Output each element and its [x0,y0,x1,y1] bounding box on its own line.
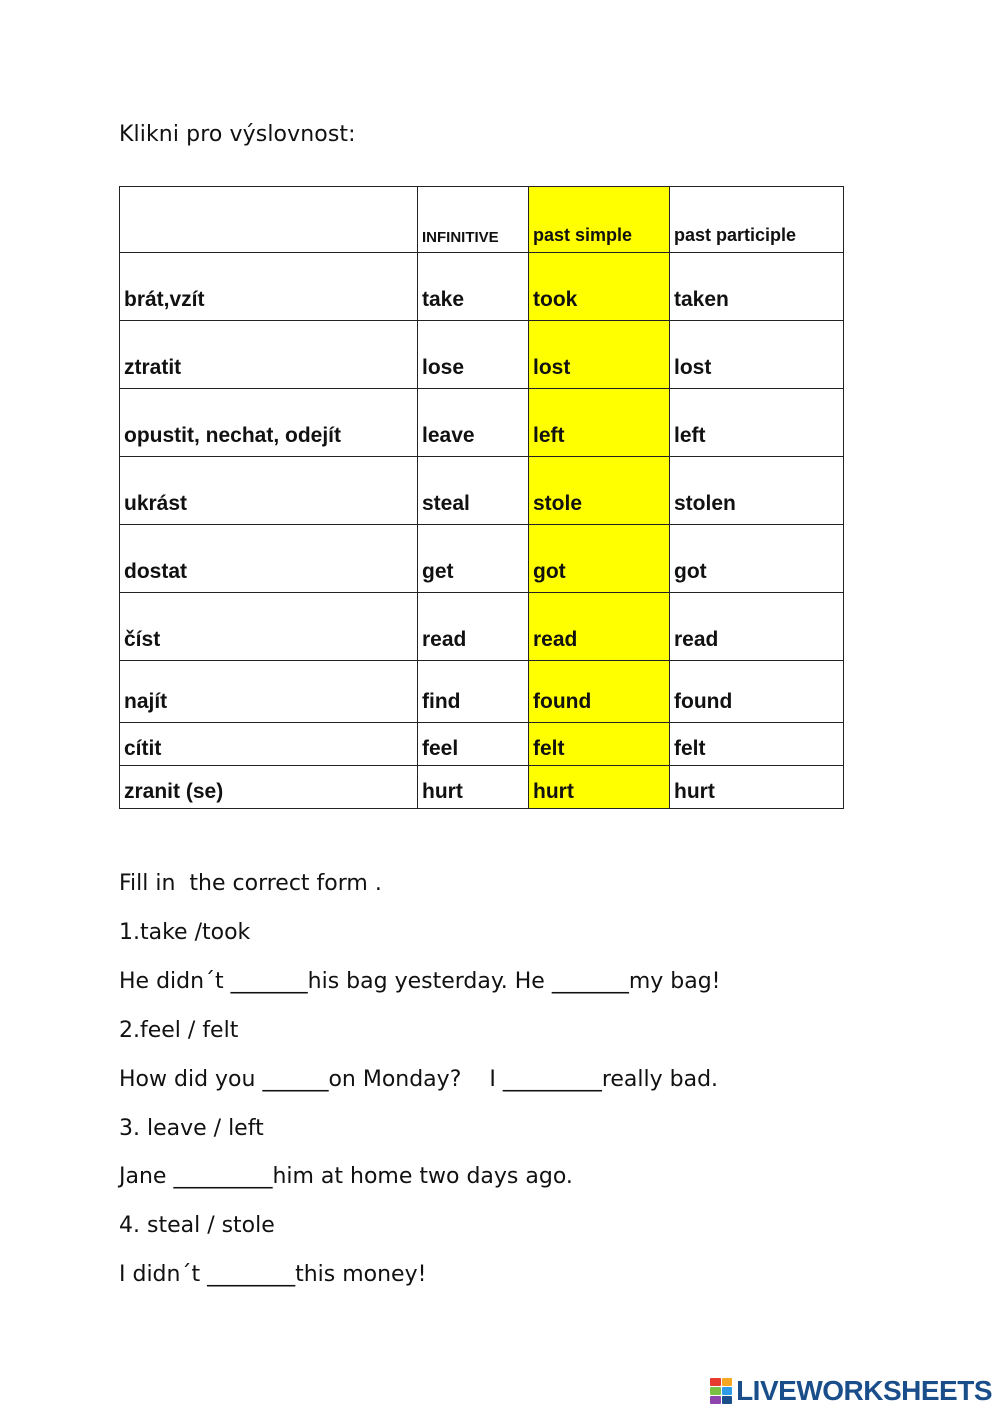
cell-past-participle: hurt [670,766,844,809]
header-past-participle: past participle [670,187,844,253]
cell-translation: opustit, nechat, odejít [120,389,418,457]
cell-infinitive: get [418,525,529,593]
table-row [120,457,844,525]
header-translation [120,187,418,253]
table-row [120,525,844,593]
cell-infinitive: hurt [418,766,529,809]
exercise-pair-4: 4. steal / stole [119,1213,275,1238]
cell-past-participle: taken [670,253,844,321]
cell-infinitive: find [418,661,529,723]
cell-translation: ztratit [120,321,418,389]
logo-square-icon [722,1378,733,1386]
cell-infinitive: read [418,593,529,661]
table-row [120,766,844,809]
cell-past-participle: read [670,593,844,661]
exercise-title: Fill in the correct form . [119,871,382,896]
cell-past-simple[interactable]: read [529,593,670,661]
cell-past-participle: found [670,661,844,723]
exercise-pair-1: 1.take /took [119,920,251,945]
cell-past-simple[interactable]: felt [529,723,670,766]
cell-translation: cítit [120,723,418,766]
logo-square-icon [710,1378,721,1386]
logo-square-icon [722,1387,733,1395]
exercise-sentence-2[interactable]: How did you ______on Monday? I _________really bad. [119,1067,719,1092]
exercise-sentence-3[interactable]: Jane _________him at home two days ago. [119,1164,573,1189]
cell-past-simple[interactable]: found [529,661,670,723]
header-infinitive: INFINITIVE [418,187,529,253]
cell-past-participle: lost [670,321,844,389]
cell-infinitive: steal [418,457,529,525]
cell-translation: brát,vzít [120,253,418,321]
cell-past-simple[interactable]: lost [529,321,670,389]
cell-past-participle: stolen [670,457,844,525]
irregular-verbs-table [119,186,844,809]
cell-translation: číst [120,593,418,661]
table-row [120,321,844,389]
liveworksheets-logo-icon [710,1378,732,1404]
cell-past-participle: felt [670,723,844,766]
table-row [120,593,844,661]
cell-translation: dostat [120,525,418,593]
logo-square-icon [722,1396,733,1404]
cell-infinitive: take [418,253,529,321]
cell-past-simple[interactable]: got [529,525,670,593]
table-header-row [120,187,844,253]
table-row [120,661,844,723]
cell-past-simple[interactable]: hurt [529,766,670,809]
cell-past-participle: left [670,389,844,457]
table-row [120,389,844,457]
intro-text: Klikni pro výslovnost: [119,122,356,147]
table-row [120,253,844,321]
cell-past-participle: got [670,525,844,593]
liveworksheets-logo[interactable] [710,1375,992,1407]
logo-square-icon [710,1396,721,1404]
liveworksheets-logo-text: LIVEWORKSHEETS [736,1375,992,1406]
cell-translation: ukrást [120,457,418,525]
cell-infinitive: lose [418,321,529,389]
exercise-sentence-4[interactable]: I didn´t ________this money! [119,1262,427,1287]
cell-translation: najít [120,661,418,723]
cell-past-simple[interactable]: took [529,253,670,321]
exercise-pair-3: 3. leave / left [119,1116,264,1141]
header-past-simple: past simple [529,187,670,253]
cell-infinitive: feel [418,723,529,766]
cell-past-simple[interactable]: left [529,389,670,457]
exercise-pair-2: 2.feel / felt [119,1018,239,1043]
cell-infinitive: leave [418,389,529,457]
table-row [120,723,844,766]
cell-past-simple[interactable]: stole [529,457,670,525]
logo-square-icon [710,1387,721,1395]
cell-translation: zranit (se) [120,766,418,809]
exercise-sentence-1[interactable]: He didn´t _______his bag yesterday. He _______my bag! [119,969,721,994]
